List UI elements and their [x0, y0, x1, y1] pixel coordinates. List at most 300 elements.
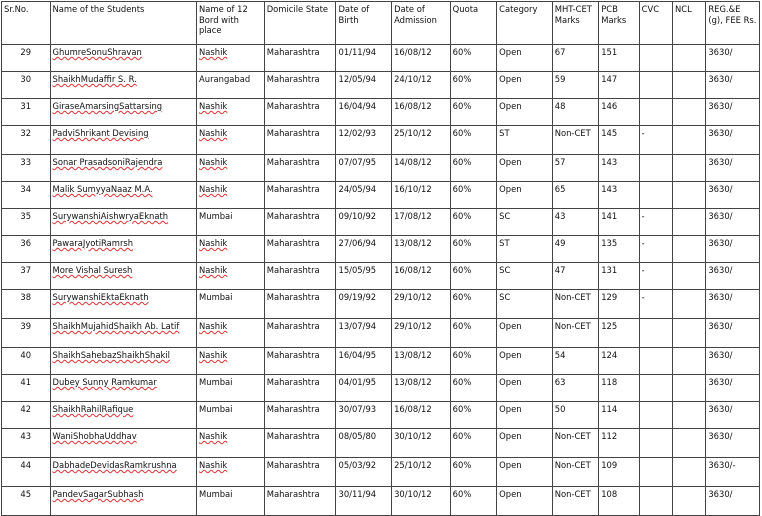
cell-board	[197, 290, 265, 319]
cell-domicile	[264, 263, 336, 290]
cell-doa-text: 13/08/12	[394, 350, 432, 360]
cell-fee-text: 3630/	[708, 404, 733, 414]
cell-category	[497, 348, 553, 375]
cell-cvc	[639, 402, 672, 429]
cell-domicile	[264, 209, 336, 236]
cell-ncl	[672, 236, 705, 263]
table-row	[2, 263, 760, 290]
cell-domicile	[264, 348, 336, 375]
cell-board-text: Aurangabad	[199, 74, 251, 84]
table-row	[2, 45, 760, 72]
cell-category-text: Open	[499, 157, 522, 167]
cell-dob	[336, 429, 392, 458]
cell-doa	[392, 429, 451, 458]
table-row	[2, 458, 760, 487]
cell-dob-text: 07/07/95	[338, 157, 377, 167]
cell-cet-text: 48	[554, 101, 566, 111]
cell-cvc	[639, 290, 672, 319]
cell-cet	[552, 236, 598, 263]
cell-category	[497, 126, 553, 155]
cell-sr-no-text: 45	[20, 489, 32, 499]
cell-domicile	[264, 182, 336, 209]
cell-student-name	[50, 126, 197, 155]
cell-domicile-text: Maharashtra	[266, 238, 320, 248]
cell-ncl	[672, 209, 705, 236]
cell-quota	[450, 209, 496, 236]
cell-dob	[336, 126, 392, 155]
cell-board-text: Nashik	[199, 350, 228, 360]
cell-cvc	[639, 263, 672, 290]
cell-domicile	[264, 72, 336, 99]
cell-category-text: Open	[499, 321, 522, 331]
cell-student-name-text: PadviShrikant Devising	[52, 128, 149, 138]
cell-fee-text: 3630/	[708, 184, 733, 194]
cell-cet	[552, 155, 598, 182]
cell-dob-text: 01/11/94	[338, 47, 377, 57]
header-cet: MHT-CET Marks	[552, 2, 598, 45]
cell-student-name-text: More Vishal Suresh	[52, 265, 133, 275]
cell-dob-text: 12/05/94	[338, 74, 377, 84]
cell-fee-text: 3630/	[708, 431, 733, 441]
cell-quota	[450, 487, 496, 516]
cell-quota	[450, 375, 496, 402]
cell-student-name-text: ShaikhMujahidShaikh Ab. Latif	[52, 321, 180, 331]
cell-cet	[552, 348, 598, 375]
cell-fee-text: 3630/	[708, 211, 733, 221]
cell-fee	[706, 402, 760, 429]
cell-dob	[336, 402, 392, 429]
cell-domicile	[264, 402, 336, 429]
cell-cet	[552, 429, 598, 458]
cell-sr-no	[2, 99, 51, 126]
cell-fee-text: 3630/	[708, 265, 733, 275]
cell-fee	[706, 458, 760, 487]
cell-quota	[450, 319, 496, 348]
cell-pcb	[599, 458, 639, 487]
cell-cvc	[639, 487, 672, 516]
cell-board	[197, 209, 265, 236]
cell-sr-no	[2, 182, 51, 209]
cell-pcb	[599, 236, 639, 263]
cell-quota-text: 60%	[452, 460, 472, 470]
cell-cet-text: Non-CET	[554, 321, 591, 331]
cell-dob	[336, 375, 392, 402]
cell-ncl	[672, 155, 705, 182]
cell-pcb	[599, 72, 639, 99]
cell-category	[497, 402, 553, 429]
header-cvc: CVC	[639, 2, 672, 45]
cell-cet	[552, 319, 598, 348]
cell-student-name-text: ShaikhRahilRafique	[52, 404, 134, 414]
cell-board-text: Mumbai	[199, 377, 233, 387]
cell-dob-text: 30/07/93	[338, 404, 377, 414]
cell-sr-no	[2, 45, 51, 72]
cell-cet-text: 54	[554, 350, 566, 360]
cell-fee	[706, 429, 760, 458]
cell-sr-no	[2, 155, 51, 182]
cell-domicile	[264, 319, 336, 348]
cell-ncl	[672, 487, 705, 516]
cell-cvc-text: -	[641, 211, 645, 221]
cell-doa-text: 13/08/12	[394, 238, 432, 248]
cell-doa-text: 16/08/12	[394, 47, 432, 57]
cell-domicile-text: Maharashtra	[266, 47, 320, 57]
cell-doa	[392, 72, 451, 99]
cell-sr-no-text: 31	[20, 101, 32, 111]
cell-sr-no-text: 33	[20, 157, 32, 167]
cell-doa-text: 17/08/12	[394, 211, 432, 221]
table-row	[2, 72, 760, 99]
cell-sr-no-text: 43	[20, 431, 32, 441]
cell-dob	[336, 236, 392, 263]
cell-category	[497, 290, 553, 319]
cell-domicile-text: Maharashtra	[266, 292, 320, 302]
cell-pcb-text: 129	[601, 292, 618, 302]
cell-fee	[706, 487, 760, 516]
cell-board-text: Nashik	[199, 321, 228, 331]
header-sr-no: Sr.No.	[2, 2, 51, 45]
cell-student-name-text: GhumreSonuShravan	[52, 47, 142, 57]
cell-cvc	[639, 182, 672, 209]
cell-pcb-text: 146	[601, 101, 618, 111]
cell-dob-text: 12/02/93	[338, 128, 377, 138]
cell-category	[497, 319, 553, 348]
cell-dob-text: 08/05/80	[338, 431, 377, 441]
cell-board-text: Nashik	[199, 128, 228, 138]
cell-board	[197, 45, 265, 72]
cell-sr-no	[2, 290, 51, 319]
cell-fee	[706, 375, 760, 402]
cell-pcb-text: 147	[601, 74, 618, 84]
cell-cvc	[639, 236, 672, 263]
cell-cvc	[639, 72, 672, 99]
cell-board	[197, 182, 265, 209]
cell-fee-text: 3630/	[708, 74, 733, 84]
cell-pcb	[599, 429, 639, 458]
cell-domicile-text: Maharashtra	[266, 460, 320, 470]
cell-board	[197, 263, 265, 290]
cell-cvc	[639, 209, 672, 236]
cell-student-name-text: DabhadeDevidasRamkrushna	[52, 460, 177, 470]
cell-dob	[336, 99, 392, 126]
cell-domicile	[264, 375, 336, 402]
cell-category	[497, 155, 553, 182]
cell-cet-text: 67	[554, 47, 566, 57]
cell-student-name	[50, 290, 197, 319]
cell-sr-no	[2, 487, 51, 516]
cell-doa-text: 14/08/12	[394, 157, 432, 167]
cell-student-name	[50, 209, 197, 236]
cell-quota-text: 60%	[452, 265, 472, 275]
table-row	[2, 487, 760, 516]
cell-ncl	[672, 348, 705, 375]
cell-board	[197, 458, 265, 487]
cell-dob-text: 27/06/94	[338, 238, 377, 248]
cell-doa-text: 25/10/12	[394, 460, 432, 470]
cell-board-text: Nashik	[199, 431, 228, 441]
cell-sr-no	[2, 348, 51, 375]
cell-student-name	[50, 182, 197, 209]
cell-dob-text: 09/19/92	[338, 292, 377, 302]
table-row	[2, 319, 760, 348]
cell-fee-text: 3630/	[708, 350, 733, 360]
cell-domicile-text: Maharashtra	[266, 128, 320, 138]
cell-domicile	[264, 290, 336, 319]
cell-cvc	[639, 375, 672, 402]
cell-cet-text: Non-CET	[554, 489, 591, 499]
cell-ncl	[672, 429, 705, 458]
cell-ncl	[672, 319, 705, 348]
header-fee: REG.&E (g), FEE Rs.	[706, 2, 760, 45]
header-row	[2, 2, 760, 45]
cell-pcb	[599, 182, 639, 209]
cell-quota-text: 60%	[452, 292, 472, 302]
cell-fee-text: 3630/	[708, 101, 733, 111]
cell-dob	[336, 45, 392, 72]
cell-cet-text: 43	[554, 211, 566, 221]
cell-student-name	[50, 45, 197, 72]
cell-dob-text: 04/01/95	[338, 377, 377, 387]
header-board: Name of 12 Bord with place	[197, 2, 265, 45]
cell-student-name-text: ShaikhMudaffir S. R.	[52, 74, 137, 84]
cell-quota	[450, 155, 496, 182]
cell-doa	[392, 458, 451, 487]
cell-board	[197, 99, 265, 126]
cell-sr-no	[2, 375, 51, 402]
cell-student-name-text: SurywanshiEktaEknath	[52, 292, 149, 302]
cell-sr-no-text: 34	[20, 184, 32, 194]
cell-category-text: SC	[499, 265, 511, 275]
cell-cet-text: 49	[554, 238, 566, 248]
cell-quota	[450, 402, 496, 429]
cell-category	[497, 263, 553, 290]
cell-domicile-text: Maharashtra	[266, 184, 320, 194]
cell-board-text: Mumbai	[199, 211, 233, 221]
cell-sr-no	[2, 126, 51, 155]
cell-board	[197, 375, 265, 402]
cell-cvc	[639, 458, 672, 487]
table-row	[2, 182, 760, 209]
cell-student-name-text: Dubey Sunny Ramkumar	[52, 377, 157, 387]
cell-sr-no-text: 40	[20, 350, 32, 360]
cell-board-text: Nashik	[199, 460, 228, 470]
cell-dob-text: 15/05/95	[338, 265, 377, 275]
cell-fee	[706, 99, 760, 126]
cell-quota	[450, 72, 496, 99]
cell-quota-text: 60%	[452, 238, 472, 248]
cell-doa-text: 30/10/12	[394, 431, 432, 441]
cell-board-text: Mumbai	[199, 489, 233, 499]
cell-dob	[336, 209, 392, 236]
cell-quota-text: 60%	[452, 321, 472, 331]
header-dob: Date of Birth	[336, 2, 392, 45]
cell-pcb-text: 112	[601, 431, 618, 441]
cell-quota	[450, 126, 496, 155]
cell-sr-no-text: 41	[20, 377, 32, 387]
cell-cet-text: 57	[554, 157, 566, 167]
cell-ncl	[672, 290, 705, 319]
cell-sr-no	[2, 319, 51, 348]
cell-board	[197, 487, 265, 516]
cell-board	[197, 236, 265, 263]
cell-ncl	[672, 375, 705, 402]
cell-doa	[392, 487, 451, 516]
cell-fee	[706, 209, 760, 236]
cell-fee	[706, 182, 760, 209]
cell-domicile	[264, 458, 336, 487]
cell-quota-text: 60%	[452, 184, 472, 194]
cell-doa	[392, 290, 451, 319]
cell-fee-text: 3630/	[708, 128, 733, 138]
cell-pcb	[599, 290, 639, 319]
cell-category	[497, 45, 553, 72]
cell-quota-text: 60%	[452, 74, 472, 84]
cell-pcb-text: 135	[601, 238, 618, 248]
cell-category	[497, 182, 553, 209]
cell-quota	[450, 99, 496, 126]
cell-pcb-text: 108	[601, 489, 618, 499]
cell-domicile	[264, 126, 336, 155]
cell-cvc	[639, 429, 672, 458]
cell-cvc-text: -	[641, 128, 645, 138]
cell-fee	[706, 155, 760, 182]
cell-doa-text: 13/08/12	[394, 377, 432, 387]
table-row	[2, 375, 760, 402]
cell-fee-text: 3630/	[708, 157, 733, 167]
cell-student-name-text: Malik SumyyaNaaz M.A.	[52, 184, 153, 194]
cell-ncl	[672, 458, 705, 487]
cell-pcb-text: 131	[601, 265, 618, 275]
cell-cet	[552, 182, 598, 209]
cell-cet	[552, 72, 598, 99]
cell-ncl	[672, 45, 705, 72]
cell-quota-text: 60%	[452, 211, 472, 221]
cell-cvc	[639, 126, 672, 155]
cell-fee-text: 3630/	[708, 47, 733, 57]
cell-doa-text: 29/10/12	[394, 292, 432, 302]
cell-ncl	[672, 99, 705, 126]
cell-cet	[552, 290, 598, 319]
cell-dob	[336, 182, 392, 209]
cell-doa	[392, 348, 451, 375]
table-row	[2, 99, 760, 126]
cell-student-name	[50, 236, 197, 263]
cell-domicile-text: Maharashtra	[266, 350, 320, 360]
cell-pcb-text: 124	[601, 350, 618, 360]
cell-pcb-text: 145	[601, 128, 618, 138]
cell-cet-text: 50	[554, 404, 566, 414]
cell-category-text: Open	[499, 184, 522, 194]
cell-student-name	[50, 458, 197, 487]
cell-student-name-text: PandevSagarSubhash	[52, 489, 144, 499]
cell-cvc	[639, 155, 672, 182]
cell-board	[197, 429, 265, 458]
cell-domicile	[264, 429, 336, 458]
cell-dob-text: 05/03/92	[338, 460, 377, 470]
cell-cet	[552, 487, 598, 516]
cell-category	[497, 429, 553, 458]
cell-fee	[706, 236, 760, 263]
cell-category-text: Open	[499, 431, 522, 441]
cell-ncl	[672, 182, 705, 209]
cell-fee	[706, 72, 760, 99]
cell-dob-text: 16/04/95	[338, 350, 377, 360]
cell-student-name-text: GiraseAmarsingSattarsing	[52, 101, 163, 111]
cell-quota	[450, 263, 496, 290]
cell-category	[497, 458, 553, 487]
cell-category-text: Open	[499, 101, 522, 111]
cell-sr-no-text: 29	[20, 47, 32, 57]
cell-sr-no-text: 37	[20, 265, 32, 275]
cell-pcb	[599, 45, 639, 72]
cell-category-text: Open	[499, 460, 522, 470]
cell-cet	[552, 45, 598, 72]
cell-board	[197, 319, 265, 348]
cell-dob	[336, 155, 392, 182]
cell-quota	[450, 236, 496, 263]
header-domicile: Domicile State	[264, 2, 336, 45]
cell-ncl	[672, 72, 705, 99]
cell-quota-text: 60%	[452, 47, 472, 57]
cell-quota	[450, 348, 496, 375]
cell-sr-no-text: 32	[20, 128, 32, 138]
cell-cet	[552, 263, 598, 290]
cell-cet-text: Non-CET	[554, 292, 591, 302]
table-row	[2, 155, 760, 182]
cell-pcb-text: 143	[601, 184, 618, 194]
cell-board-text: Mumbai	[199, 292, 233, 302]
cell-student-name-text: WaniShobhaUddhav	[52, 431, 137, 441]
cell-sr-no-text: 35	[20, 211, 32, 221]
table-row	[2, 236, 760, 263]
cell-doa-text: 16/08/12	[394, 404, 432, 414]
cell-category	[497, 375, 553, 402]
cell-cvc	[639, 319, 672, 348]
header-student-name: Name of the Students	[50, 2, 197, 45]
cell-pcb	[599, 209, 639, 236]
cell-doa-text: 16/08/12	[394, 265, 432, 275]
cell-student-name	[50, 402, 197, 429]
table-row	[2, 429, 760, 458]
header-quota: Quota	[450, 2, 496, 45]
cell-ncl	[672, 126, 705, 155]
cell-doa-text: 30/10/12	[394, 489, 432, 499]
cell-doa	[392, 45, 451, 72]
cell-dob	[336, 319, 392, 348]
cell-pcb-text: 118	[601, 377, 618, 387]
cell-cet	[552, 99, 598, 126]
cell-domicile-text: Maharashtra	[266, 431, 320, 441]
cell-student-name-text: Sonar PrasadsoniRajendra	[52, 157, 163, 167]
cell-category-text: SC	[499, 211, 511, 221]
cell-category-text: Open	[499, 377, 522, 387]
cell-board-text: Nashik	[199, 157, 228, 167]
cell-board-text: Nashik	[199, 101, 228, 111]
cell-fee	[706, 263, 760, 290]
cell-board	[197, 348, 265, 375]
cell-dob-text: 09/10/92	[338, 211, 377, 221]
table-row	[2, 126, 760, 155]
cell-quota	[450, 45, 496, 72]
cell-category	[497, 209, 553, 236]
cell-fee	[706, 290, 760, 319]
cell-board	[197, 402, 265, 429]
student-admission-table	[1, 1, 760, 516]
cell-domicile	[264, 45, 336, 72]
cell-quota	[450, 290, 496, 319]
cell-pcb-text: 151	[601, 47, 618, 57]
cell-sr-no	[2, 236, 51, 263]
